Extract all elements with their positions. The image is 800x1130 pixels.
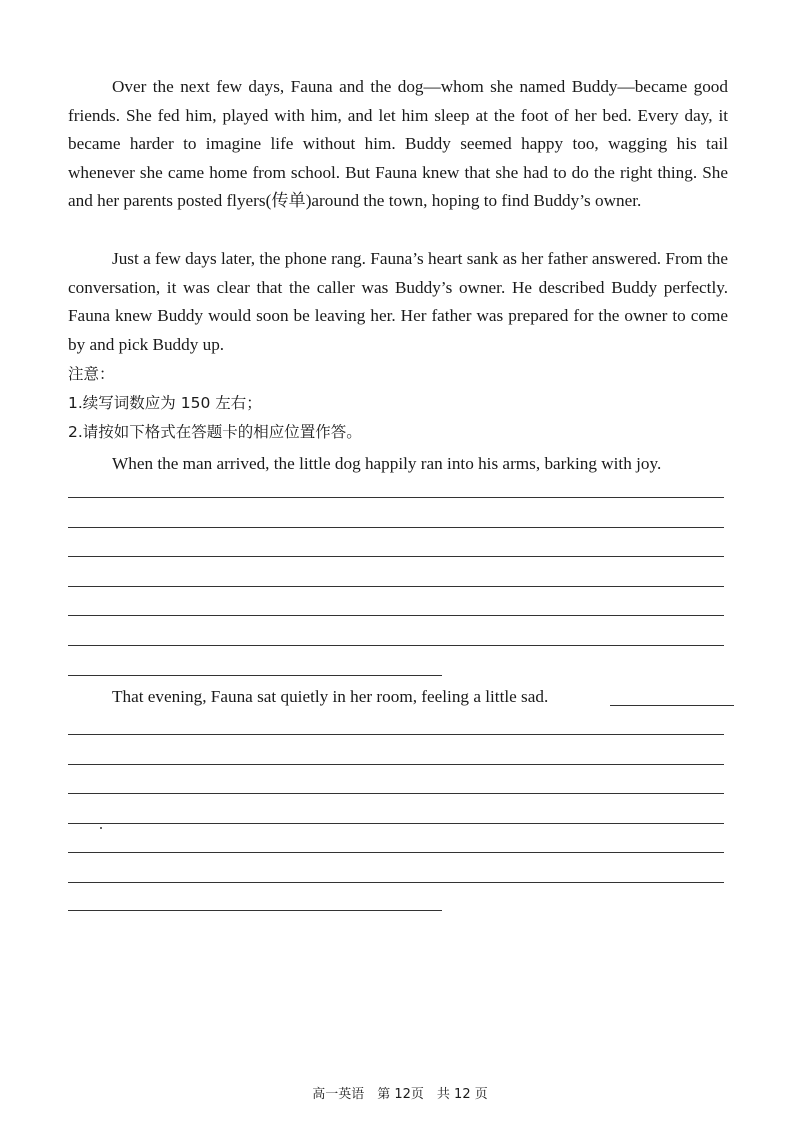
answer-line <box>68 882 724 883</box>
prompt-blank-line <box>610 705 734 706</box>
answer-line <box>68 527 724 528</box>
answer-line <box>68 615 724 616</box>
continuation-prompt-2: That evening, Fauna sat quietly in her room, feeling a little sad. <box>112 687 549 706</box>
stray-dot <box>100 827 102 829</box>
answer-line <box>68 586 724 587</box>
answer-line <box>68 497 724 498</box>
story-paragraph-1: Over the next few days, Fauna and the dog—whom she named Buddy—became good friends. She fed him, played with him, and let him sleep at the foot of her bed. Every day, it became harder to imagine life without him. Buddy seemed happy too, wagging his tail whenever she came home from school. But Fauna knew that she had to do the right thing. She and her parents posted flyers(传单)around the town, hoping to find Buddy’s owner. <box>68 77 728 211</box>
answer-line <box>68 764 724 765</box>
notes-heading: 注意： <box>68 365 115 383</box>
notes-item-2: 2.请按如下格式在答题卡的相应位置作答。 <box>68 423 362 441</box>
answer-line-end <box>68 910 442 911</box>
answer-line <box>68 793 724 794</box>
answer-line-end <box>68 675 442 676</box>
answer-line <box>68 556 724 557</box>
continuation-prompt-1: When the man arrived, the little dog happily ran into his arms, barking with joy. <box>112 454 662 473</box>
answer-line <box>68 734 724 735</box>
answer-line <box>68 852 724 853</box>
answer-line <box>68 823 724 824</box>
story-paragraph-2: Just a few days later, the phone rang. Fauna’s heart sank as her father answered. From the conversation, it was clear that the caller was Buddy’s owner. He described Buddy perfectly. Fauna knew Buddy would soon be leaving her. Her father was prepared for the owner to come by and pick Buddy up. <box>68 249 728 354</box>
answer-line <box>68 645 724 646</box>
notes-item-1: 1.续写词数应为 150 左右； <box>68 394 262 412</box>
page-footer: 高一英语 第 12页 共 12 页 <box>312 1087 488 1102</box>
